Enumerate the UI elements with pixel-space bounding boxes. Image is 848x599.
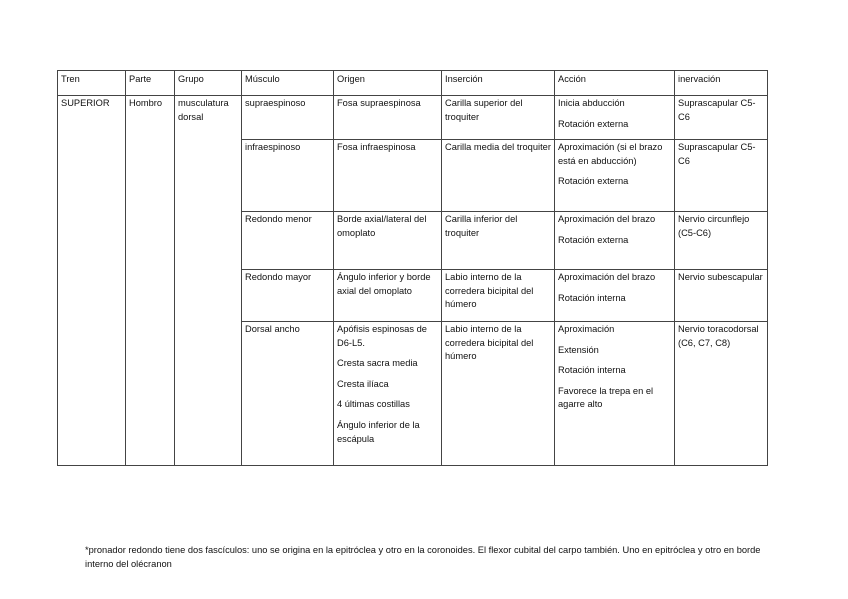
cell-grupo: musculatura dorsal	[175, 96, 242, 466]
cell-text: Suprascapular C5-C6	[678, 98, 756, 122]
cell-musculo: infraespinoso	[242, 140, 334, 212]
header-insercion: Inserción	[442, 71, 555, 96]
cell-accion	[555, 322, 675, 466]
cell-text: Rotación externa	[558, 234, 629, 245]
cell-text: Labio interno de la corredera bicipital del húmero	[445, 272, 534, 310]
cell-text: Rotación interna	[558, 292, 626, 303]
cell-text: Fosa supraespinosa	[337, 98, 421, 108]
cell-accion	[555, 96, 675, 140]
cell-text: Rotación externa	[558, 118, 629, 129]
header-origen: Origen	[334, 71, 442, 96]
cell-text: Ángulo inferior y borde axial del omoplato	[337, 272, 431, 296]
muscle-table	[57, 70, 768, 466]
cell-text: Carilla superior del troquiter	[445, 98, 523, 122]
cell-musculo: Redondo menor	[242, 212, 334, 270]
header-inervacion: inervación	[675, 71, 768, 96]
cell-text: Rotación externa	[558, 176, 629, 187]
cell-text: Nervio circunflejo (C5-C6)	[678, 214, 750, 238]
table-row	[58, 96, 768, 140]
cell-origen	[334, 212, 442, 270]
cell-origen	[334, 140, 442, 212]
cell-origen	[334, 270, 442, 322]
cell-text: Cresta ilíaca	[337, 378, 389, 389]
cell-text: Cresta sacra media	[337, 358, 418, 369]
cell-text: Ángulo inferior de la escápula	[337, 419, 420, 444]
cell-inervacion	[675, 140, 768, 212]
cell-text: 4 últimas costillas	[337, 399, 410, 410]
cell-insercion	[442, 212, 555, 270]
cell-inervacion	[675, 96, 768, 140]
cell-text: Carilla inferior del troquiter	[445, 214, 518, 238]
header-grupo: Grupo	[175, 71, 242, 96]
header-tren: Tren	[58, 71, 126, 96]
cell-parte: Hombro	[126, 96, 175, 466]
cell-insercion	[442, 322, 555, 466]
cell-text: Carilla media del troquiter	[445, 142, 551, 152]
cell-text: Apófisis espinosas de D6-L5.	[337, 324, 427, 348]
cell-text: Nervio toracodorsal (C6, C7, C8)	[678, 324, 759, 348]
cell-insercion	[442, 96, 555, 140]
cell-text: Rotación interna	[558, 365, 626, 376]
header-accion: Acción	[555, 71, 675, 96]
cell-inervacion	[675, 212, 768, 270]
cell-text: Aproximación (si el brazo está en abducción)	[558, 142, 663, 166]
header-row	[58, 71, 768, 96]
cell-text: Borde axial/lateral del omoplato	[337, 214, 427, 238]
cell-text: Nervio subescapular	[678, 272, 763, 282]
cell-text: Favorece la trepa en el agarre alto	[558, 385, 654, 410]
cell-inervacion	[675, 270, 768, 322]
cell-text: Aproximación del brazo	[558, 272, 656, 282]
cell-text: Inicia abducción	[558, 98, 625, 108]
cell-origen	[334, 322, 442, 466]
header-parte: Parte	[126, 71, 175, 96]
cell-tren: SUPERIOR	[58, 96, 126, 466]
cell-insercion	[442, 140, 555, 212]
header-musculo: Músculo	[242, 71, 334, 96]
cell-text: Aproximación	[558, 324, 615, 334]
cell-inervacion	[675, 322, 768, 466]
cell-text: Labio interno de la corredera bicipital del húmero	[445, 324, 534, 362]
cell-origen	[334, 96, 442, 140]
footnote: *pronador redondo tiene dos fascículos: uno se origina en la epitróclea y otro en la coronoides. El flexor cubital del carpo también. Uno en epitróclea y otro en borde interno del olécranon	[85, 545, 761, 569]
cell-accion	[555, 212, 675, 270]
cell-text: Fosa infraespinosa	[337, 142, 416, 152]
cell-text: Aproximación del brazo	[558, 214, 656, 224]
cell-text: Suprascapular C5-C6	[678, 142, 756, 166]
cell-musculo: Dorsal ancho	[242, 322, 334, 466]
cell-accion	[555, 270, 675, 322]
cell-accion	[555, 140, 675, 212]
cell-musculo: supraespinoso	[242, 96, 334, 140]
cell-text: Extensión	[558, 344, 599, 355]
cell-insercion	[442, 270, 555, 322]
cell-musculo: Redondo mayor	[242, 270, 334, 322]
